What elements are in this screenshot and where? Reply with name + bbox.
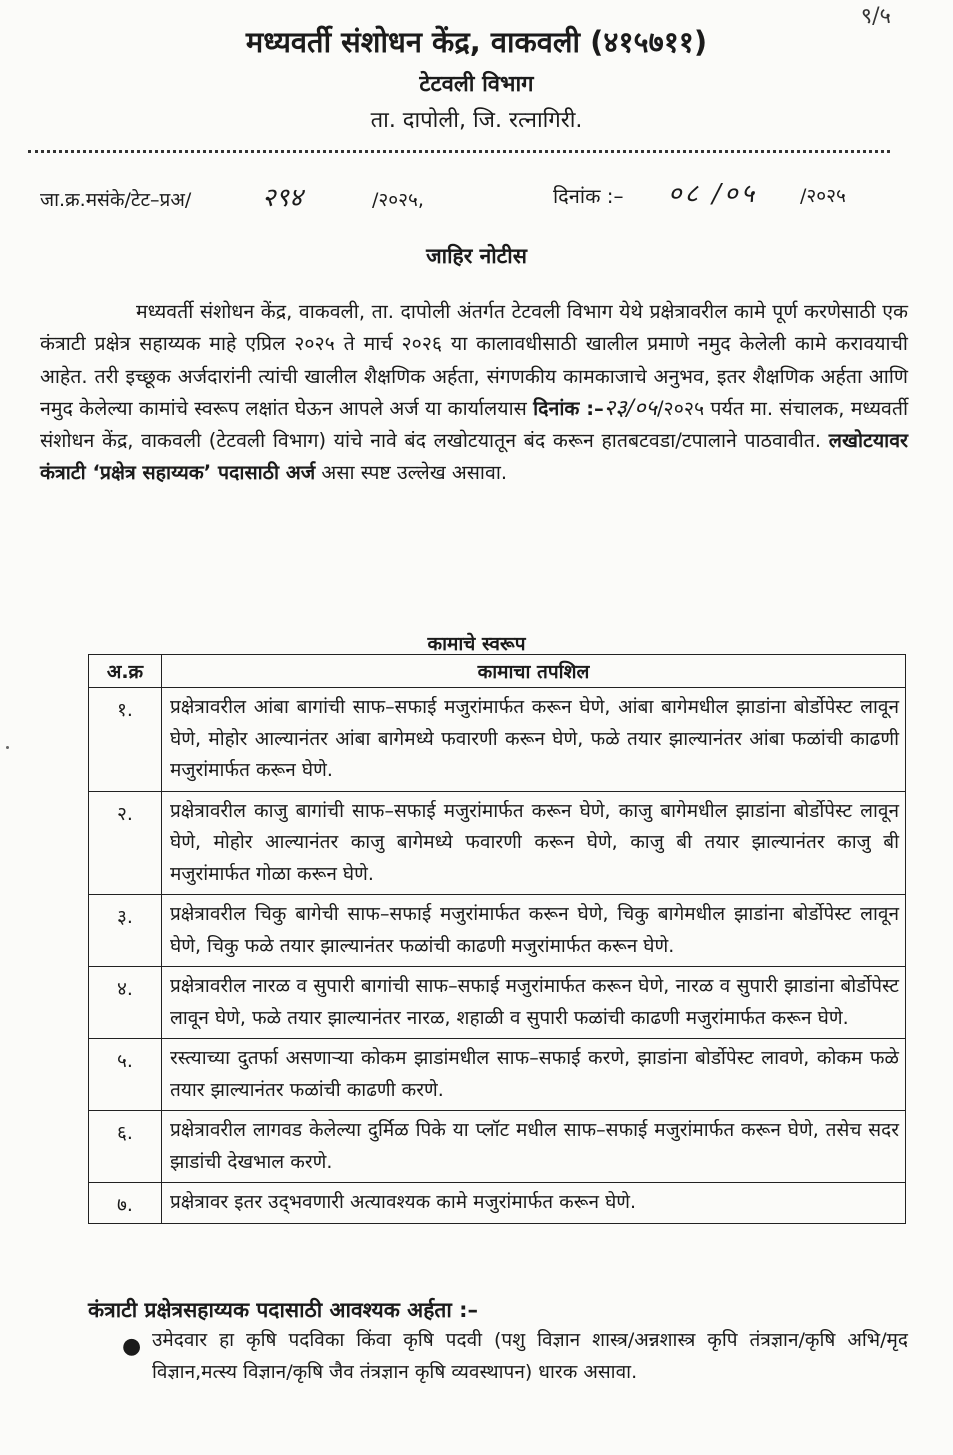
date-year: /२०२५ [800,185,846,207]
row-text: प्रक्षेत्रावरील नारळ व सुपारी बागांची साफ–सफाई मजुरांमार्फत करून घेणे, नारळ व सुपारी झाडांना बोर्डोपेस्ट लावून घेणे, फळे तयार झाल्यानंतर नारळ, शहाळी व सुपारी फळांची काढणी मजुरांमार्फत करून घेणे. [162,967,906,1039]
body-part3: लखोटयावर कंत्राटी ‘प्रक्षेत्र सहाय्यक’ पदासाठी अर्ज [40,429,909,485]
table-header-row [89,655,906,688]
qualification-item: उमेदवार हा कृषि पदविका किंवा कृषि पदवी (पशु विज्ञान शास्त्र/अन्नशास्त्र कृपि तंत्रज्ञान/कृषि अभि/मृद विज्ञान,मत्स्य विज्ञान/कृषि जैव तंत्रज्ञान कृषि व्यवस्थापन) धारक असावा. [152,1329,908,1383]
date-value: ०८ /०५ [668,179,758,209]
division-title: टेटवली विभाग [419,72,534,97]
row-number: १. [89,688,162,792]
row-text: प्रक्षेत्रावर इतर उद्‌भवणारी अत्यावश्यक कामे मजुरांमार्फत करून घेणे. [162,1183,906,1224]
row-text: प्रक्षेत्रावरील लागवड केलेल्या दुर्मिळ पिके या प्लॉट मधील साफ–सफाई मजुरांमार्फत करून घेणे, तसेच सदर झाडांची देखभाल करणे. [162,1111,906,1183]
notice-title: जाहिर नोटीस [426,244,527,268]
row-number: ३. [89,895,162,967]
body-date-handwritten: २३/०५ [603,395,657,421]
works-table [88,654,906,1224]
reference-year: /२०२५, [372,189,424,211]
date-label: दिनांक :– [553,184,624,208]
row-text: प्रक्षेत्रावरील काजु बागांची साफ–सफाई मजुरांमार्फत करून घेणे, काजु बागेमधील झाडांना बोर्डोपेस्ट लावून घेणे, मोहोर आल्यानंतर काजु बागेमध्ये फवारणी करून घेणे, काजु बी तयार झाल्यानंतर काजु बी मजुरांमार्फत गोळा करून घेणे. [162,791,906,895]
org-title: मध्यवर्ती संशोधन केंद्र, वाकवली (४१५७११) [245,25,708,59]
table-row [89,1183,906,1224]
body-date-suffix: /२०२५ [656,396,705,420]
row-text: रस्त्याच्या दुतर्फा असणाऱ्या कोकम झाडांमधील साफ–सफाई करणे, झाडांना बोर्डोपेस्ट लावणे, कोकम फळे तयार झाल्यानंतर फळांची काढणी करणे. [162,1039,906,1111]
location-line: ता. दापोली, जि. रत्नागिरी. [370,108,583,133]
row-text: प्रक्षेत्रावरील आंबा बागांची साफ–सफाई मजुरांमार्फत करून घेणे, आंबा बागेमधील झाडांना बोर्डोपेस्ट लावून घेणे, मोहोर आल्यानंतर आंबा बागेमध्ये फवारणी करून घेणे, फळे तयार झाल्यानंतर आंबा फळांची काढणी मजुरांमार्फत करून घेणे. [162,688,906,792]
bullet-icon: ● [122,1334,142,1359]
row-number: ४. [89,967,162,1039]
body-date-prefix: दिनांक :– [533,396,604,420]
header-serial: अ.क्र [89,655,162,688]
table-row [89,688,906,792]
row-text: प्रक्षेत्रावरील चिकु बागेची साफ–सफाई मजुरांमार्फत करून घेणे, चिकु बागेमधील झाडांना बोर्डोपेस्ट लावून घेणे, चिकु फळे तयार झाल्यानंतर फळांची काढणी मजुरांमार्फत करून घेणे. [162,895,906,967]
page-number: ९/५ [860,4,891,29]
dotted-divider [28,150,890,153]
body-part2: पर्यत मा. संचालक, मध्यवर्ती संशोधन केंद्र, वाकवली (टेटवली विभाग) यांचे नावे बंद लखोटयातून बंद करून हातबटवडा/टपालाने पाठवावीत. [40,396,909,453]
notice-body [40,296,908,490]
table-row [89,895,906,967]
row-number: ५. [89,1039,162,1111]
row-number: ६. [89,1111,162,1183]
table-row [89,791,906,895]
reference-prefix: जा.क्र.मसंके/टेट–प्रअ/ [40,189,192,211]
scan-speck [6,746,9,749]
works-table-caption: कामाचे स्वरूप [427,633,526,655]
row-number: ७. [89,1183,162,1224]
row-number: २. [89,791,162,895]
body-part4: असा स्पष्ट उल्लेख असावा. [321,461,508,485]
reference-number: २९४ [262,183,303,213]
body-part1: मध्यवर्ती संशोधन केंद्र, वाकवली, ता. दापोली अंतर्गत टेटवली विभाग येथे प्रक्षेत्रावरील कामे पूर्ण करणेसाठी एक कंत्राटी प्रक्षेत्र सहाय्यक माहे एप्रिल २०२५ ते मार्च २०२६ या कालावधीसाठी खालील प्रमाणे नमुद केलेली कामे करावयाची आहेत. तरी इच्छूक अर्जदारांनी त्यांची खालील शैक्षणिक अर्हता, संगणकीय कामकाजाचे अनुभव, इतर शैक्षणिक अर्हता आणि नमुद केलेल्या कामांचे स्वरूप लक्षांत घेऊन आपले अर्ज या कार्यालयास [40,300,908,420]
qualifications-heading: कंत्राटी प्रक्षेत्रसहाय्यक पदासाठी आवश्यक अर्हता :– [88,1298,478,1322]
table-row [89,1039,906,1111]
table-row [89,967,906,1039]
header-details: कामाचा तपशिल [162,655,906,688]
table-row [89,1111,906,1183]
